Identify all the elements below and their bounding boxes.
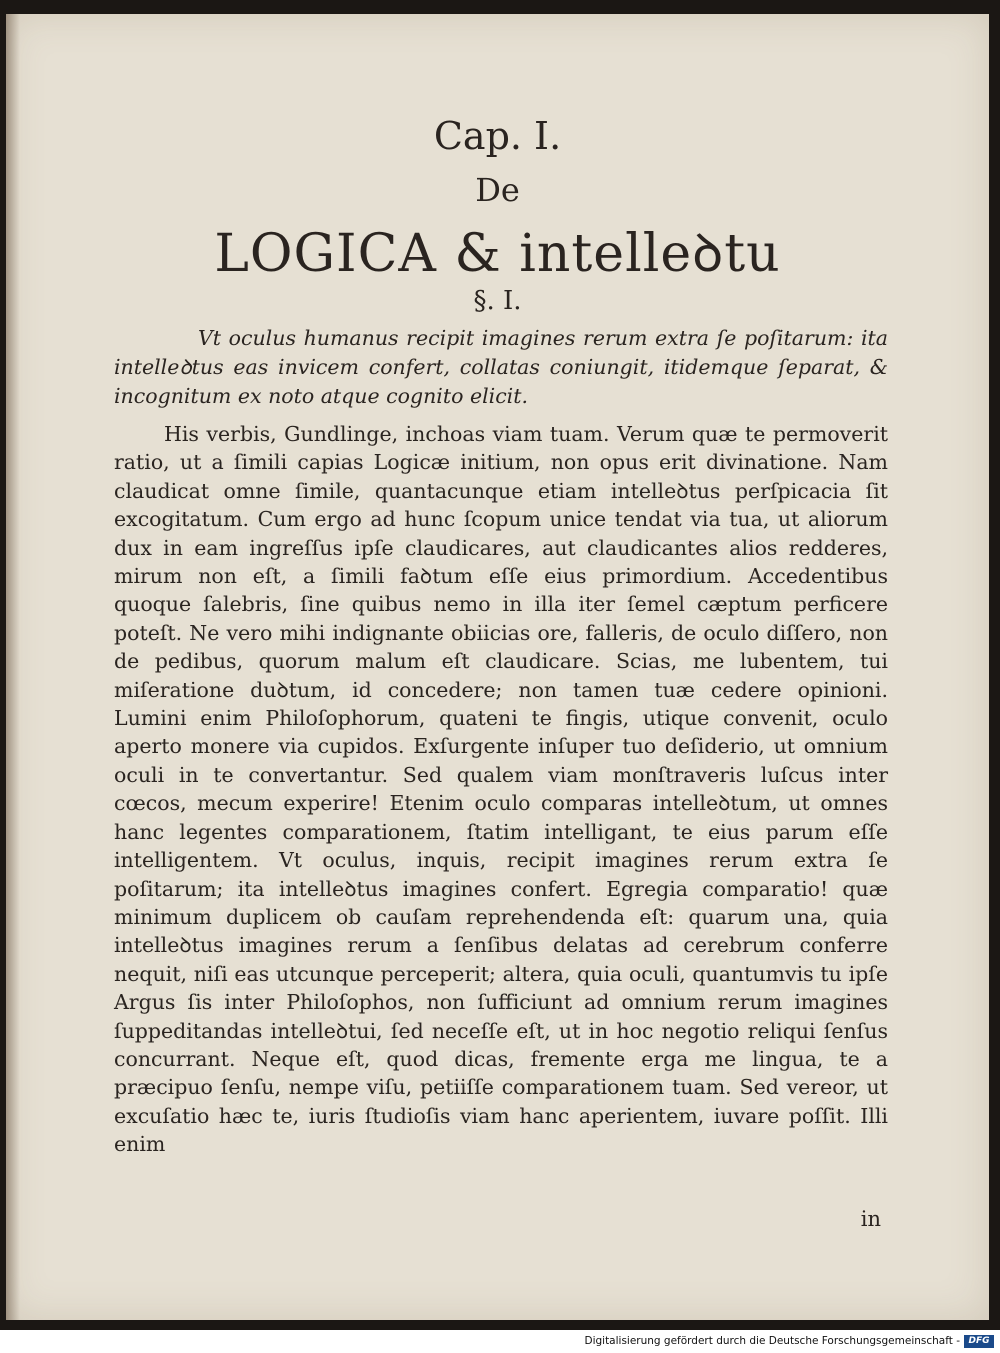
title-preposition: De	[475, 171, 520, 209]
commentary-paragraph: His verbis, Gundlinge, inchoas viam tuam. Verum quæ te permoverit ratio, ut a ſimili capias Logicæ initium, non opus erit divinatione. Nam claudicat omne ſimile, quantacunque etiam intelleꝺtus perſpicacia ſit excogitatum. Cum ergo ad hunc ſcopum unice tendat via tua, ut aliorum dux in eam ingreſſus ipſe claudicares, aut claudicantes alios redderes, mirum non eſt, a ſimili faꝺtum eſſe eius primordium. Accedentibus quoque ſalebris, ſine quibus nemo in illa iter ſemel cæptum perficere poteſt. Ne vero mihi indignante obiicias ore, falleris, de oculo diſſero, non de pedibus, quorum malum eſt claudicare. Scias, me lubentem, tui miſeratione duꝺtum, id concedere; non tamen tuæ cedere opinioni. Lumini enim Philoſophorum, quateni te fingis, utique convenit, oculo aperto monere via cupidos. Exſurgente inſuper tuo deſiderio, ut omnium oculi in te convertantur. Sed qualem viam monſtraveris luſcus inter cœcos, mecum experire! Etenim oculo comparas intelleꝺtum, ut omnes hanc legentes comparationem, ſtatim intelligant, te eius parum eſſe intelligentem. Vt oculus, inquis, recipit imagines rerum extra ſe poſitarum; ita intelleꝺtus imagines confert. Egregia comparatio! quæ minimum duplicem ob cauſam reprehendenda eſt: quarum una, quia intelleꝺtus imagines rerum a ſenſibus delatas ad cerebrum conferre nequit, niſi eas utcunque perceperit; altera, quia oculi, quantumvis tu ipſe Argus ſis inter Philoſophos, non ſufficiunt ad omnium rerum imagines ſuppeditandas intelleꝺtui, ſed neceſſe eſt, ut in hoc negotio reliqui ſenſus concurrant. Neque eſt, quod dicas, fremente erga me lingua, te a præcipuo ſenſu, nempe viſu, petiiſſe comparationem tuam. Sed vereor, ut excuſatio hæc te, iuris ſtudioſis viam hanc aperientem, iuvare poſſit. Illi enim	[114, 422, 888, 1157]
chapter-heading: Cap. I.	[433, 114, 562, 158]
page-binding-shadow	[6, 14, 20, 1320]
page-title: LOGICA & intelleꝺtu	[214, 224, 781, 284]
funding-credit: Digitalisierung gefördert durch die Deutsche Forschungsgemeinschaft -	[584, 1335, 960, 1347]
thesis-paragraph: Vt oculus humanus recipit imagines rerum extra ſe poſitarum: ita intelleꝺtus eas invicem confert, collatas coniungit, itidemque ſeparat, & incognitum ex noto atque cognito elicit.	[114, 326, 888, 408]
catchword: in	[860, 1207, 881, 1231]
section-mark: §. I.	[473, 286, 522, 316]
book-page	[6, 14, 989, 1320]
dfg-logo: DFG	[964, 1335, 994, 1348]
digitization-footer	[0, 1330, 1000, 1353]
body-text	[114, 324, 888, 1159]
